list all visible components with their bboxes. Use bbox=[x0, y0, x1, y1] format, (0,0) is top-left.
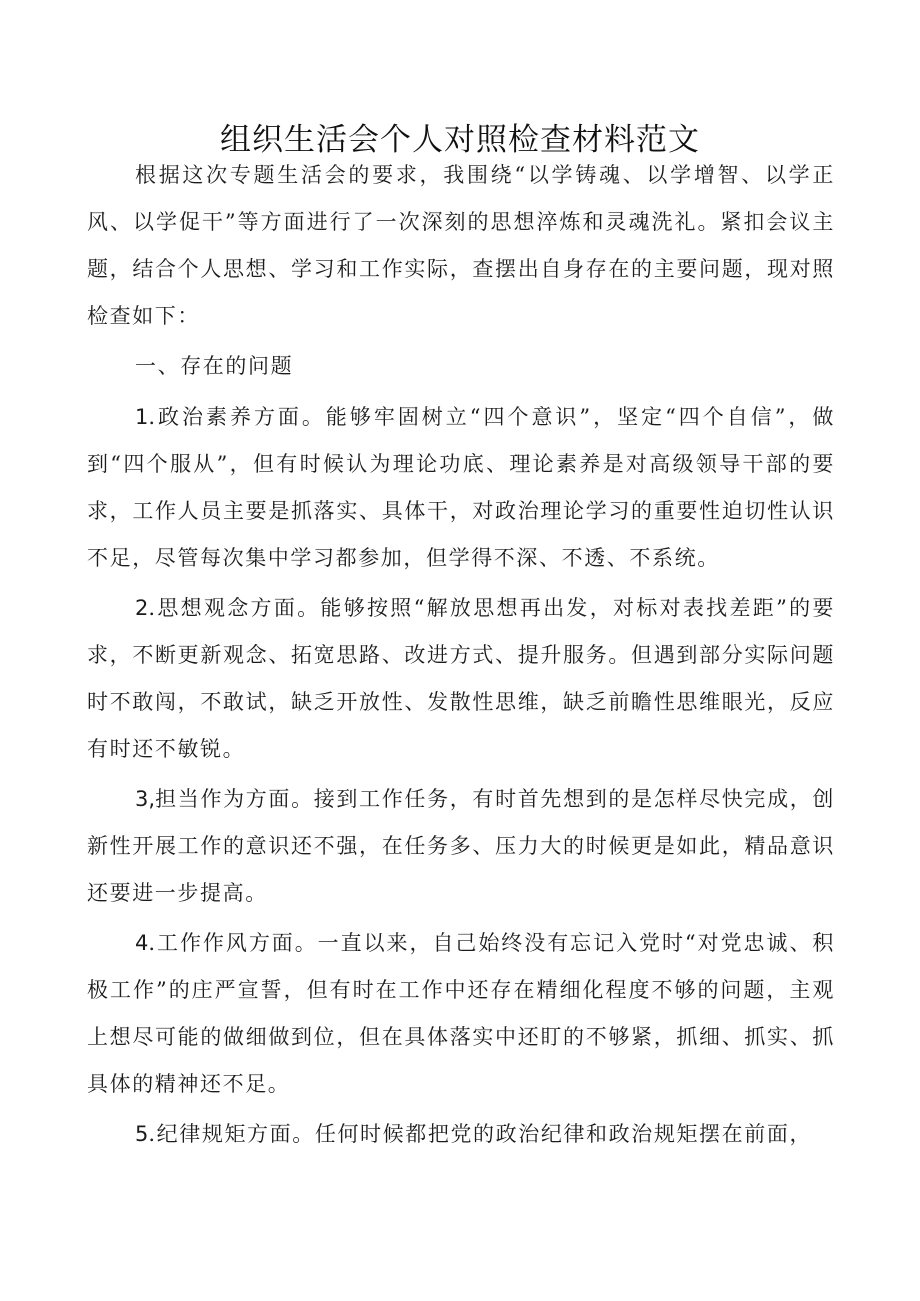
problem-item-1 bbox=[87, 394, 835, 582]
document-title: 组织生活会个人对照检查材料范文 bbox=[220, 122, 700, 158]
document-body bbox=[87, 152, 835, 1161]
item-number: 2 bbox=[135, 596, 149, 620]
item-number: 4 bbox=[135, 931, 149, 955]
item-text: .纪律规矩方面。任何时候都把党的政治纪律和政治规矩摆在前面， bbox=[148, 1122, 813, 1146]
item-text: .思想观念方面。能够按照“解放思想再出发，对标对表找差距”的要求，不断更新观念、拓宽思路、改进方式、提升服务。但遇到部分实际问题时不敢闯，不敢试，缺乏开放性、发散性思维，缺乏前瞻性思维眼光，反应有时还不敏锐。 bbox=[87, 596, 835, 761]
problem-item-2 bbox=[87, 585, 835, 773]
item-number: 3, bbox=[135, 787, 156, 811]
problem-item-5 bbox=[87, 1111, 835, 1158]
intro-paragraph: 根据这次专题生活会的要求，我围绕“以学铸魂、以学增智、以学正风、以学促干”等方面进行了一次深刻的思想淬炼和灵魂洗礼。紧扣会议主题，结合个人思想、学习和工作实际，查摆出自身存在的主要问题，现对照检查如下： bbox=[87, 163, 835, 328]
item-number: 5 bbox=[135, 1122, 149, 1146]
section-heading: 一、存在的问题 bbox=[135, 354, 294, 378]
item-text: .工作作风方面。一直以来，自己始终没有忘记入党时“对党忠诚、积极工作”的庄严宣誓，但有时在工作中还存在精细化程度不够的问题，主观上想尽可能的做细做到位，但在具体落实中还盯的不够紧，抓细、抓实、抓具体的精神还不足。 bbox=[87, 931, 835, 1096]
problem-item-3 bbox=[87, 776, 835, 917]
item-text: 担当作为方面。接到工作任务，有时首先想到的是怎样尽快完成，创新性开展工作的意识还不强，在任务多、压力大的时候更是如此，精品意识还要进一步提高。 bbox=[87, 787, 835, 905]
item-number: 1 bbox=[135, 405, 149, 429]
item-text: .政治素养方面。能够牢固树立“四个意识”，坚定“四个自信”，做到“四个服从”，但有时候认为理论功底、理论素养是对高级领导干部的要求，工作人员主要是抓落实、具体干，对政治理论学习的重要性迫切性认识不足，尽管每次集中学习都参加，但学得不深、不透、不系统。 bbox=[87, 405, 835, 570]
problem-item-4 bbox=[87, 920, 835, 1108]
